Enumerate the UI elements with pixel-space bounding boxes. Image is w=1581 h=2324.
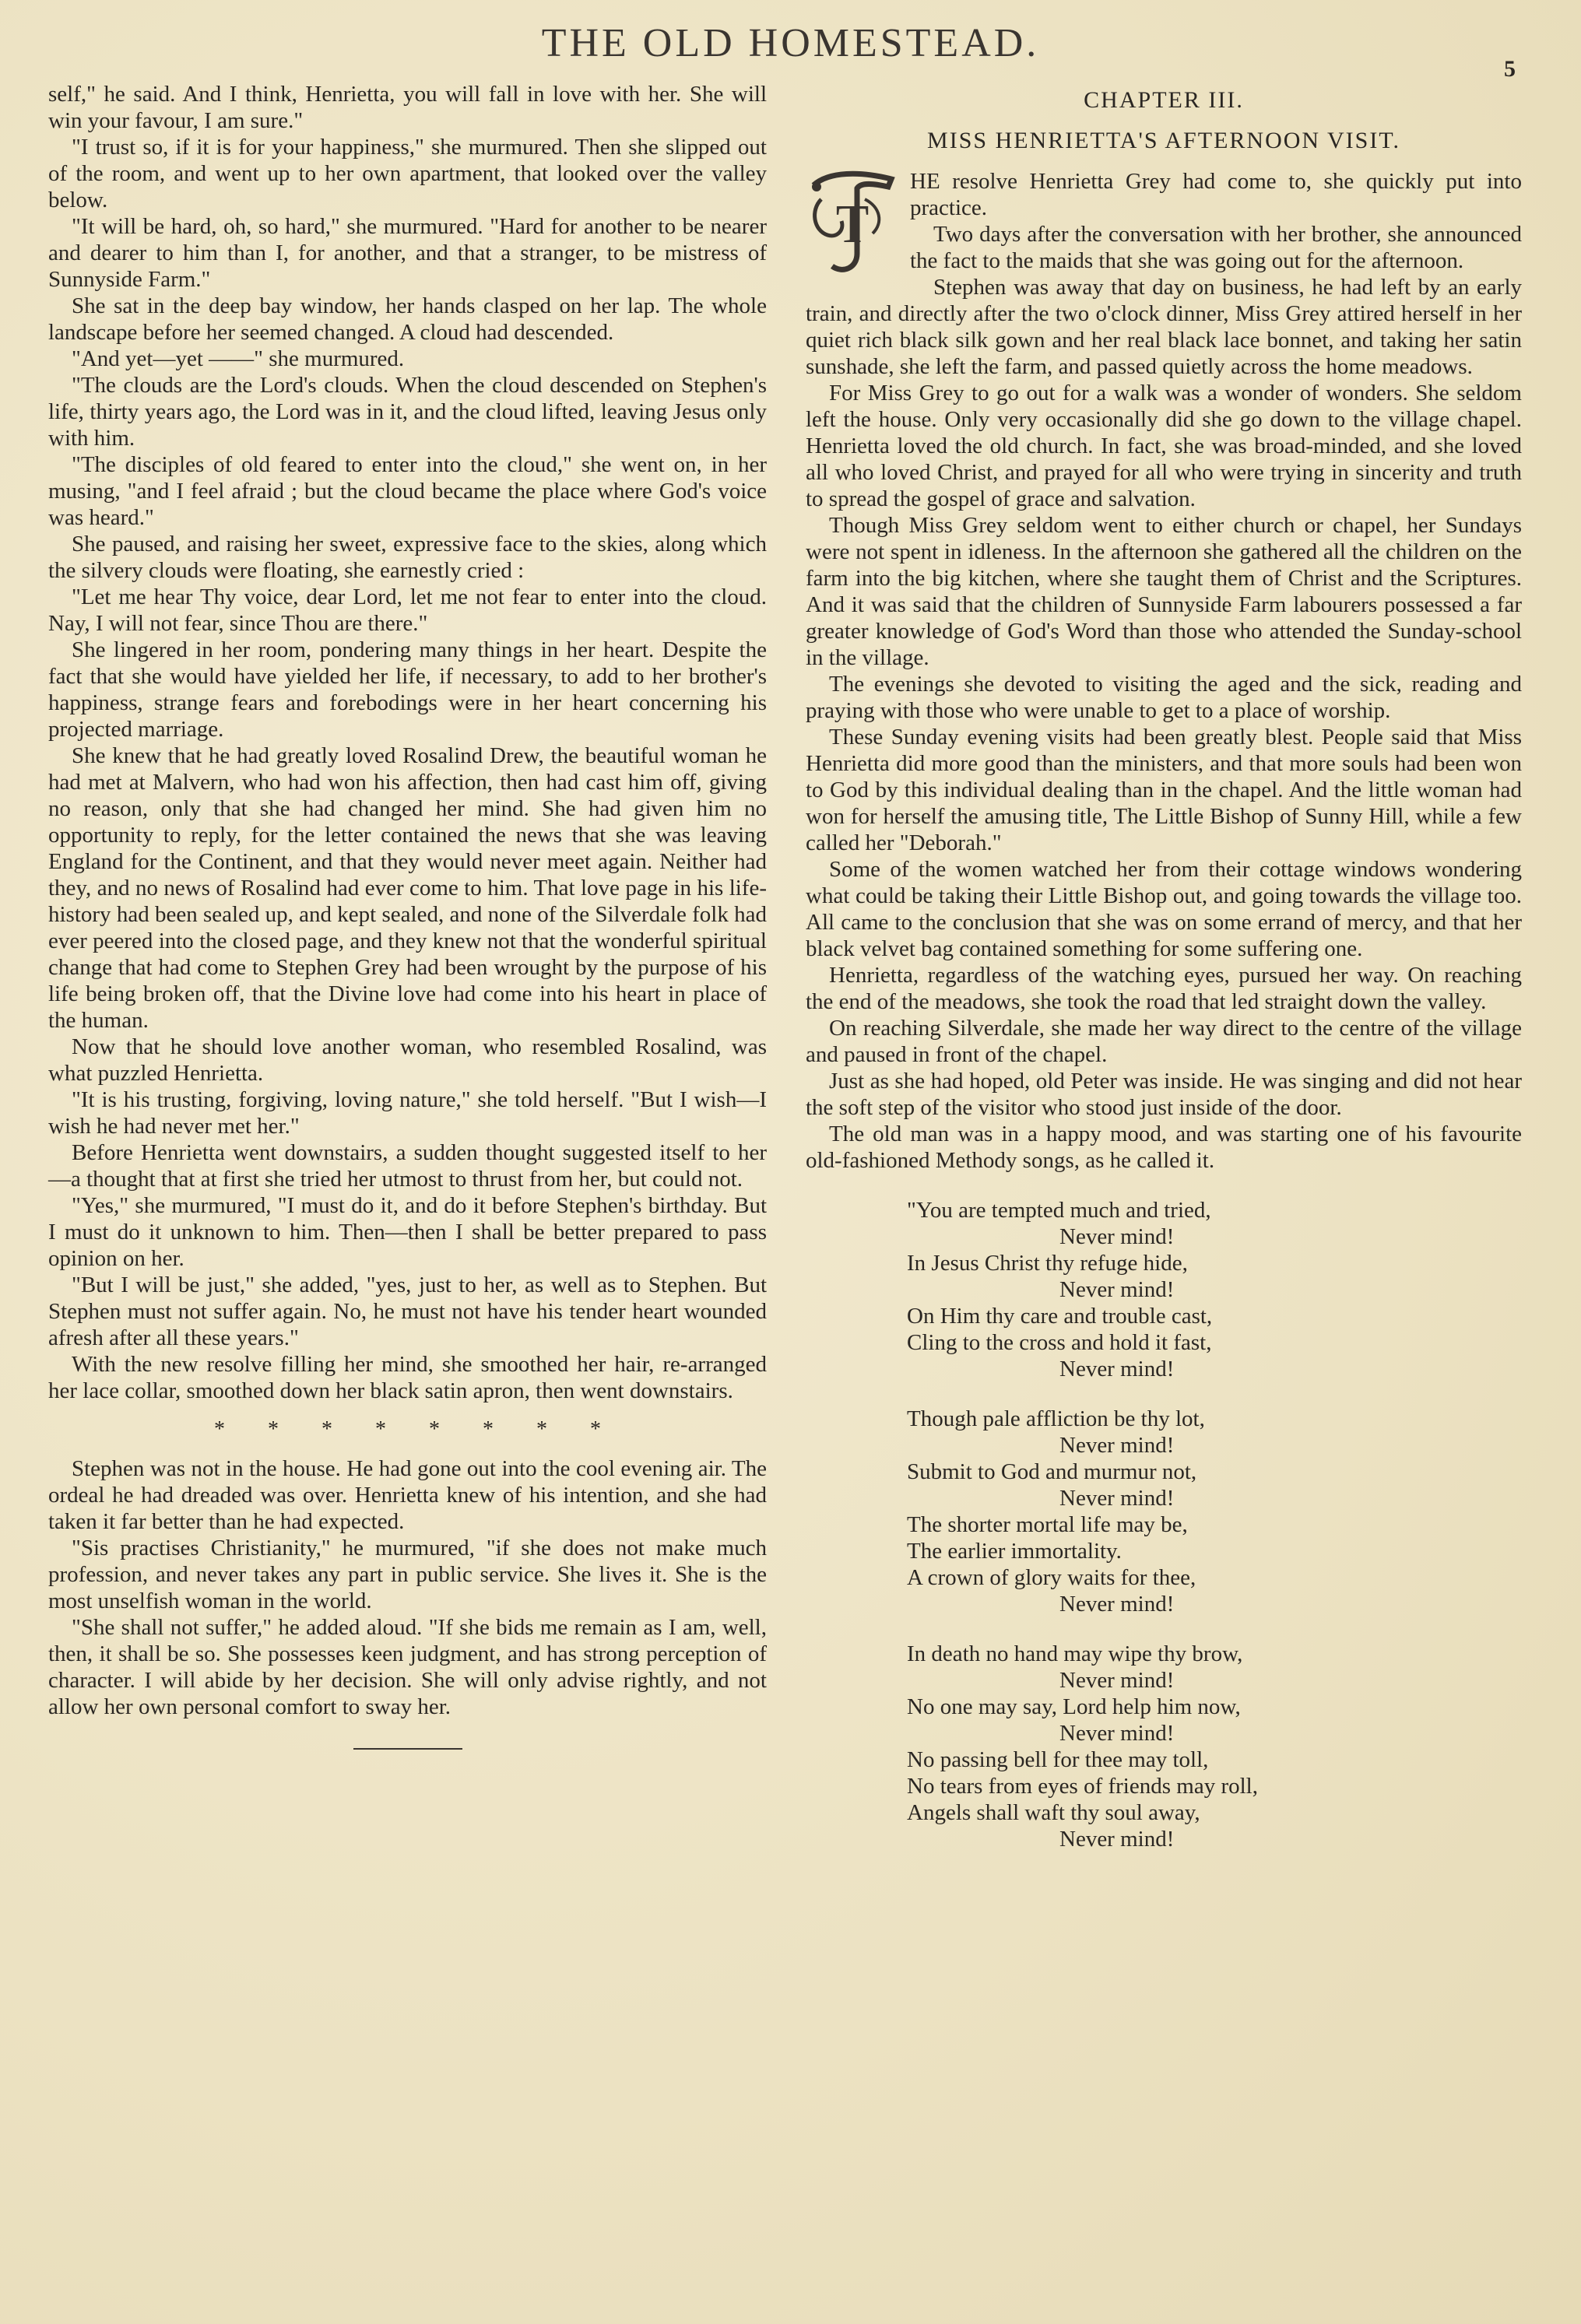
paragraph: "I trust so, if it is for your happiness," she murmured. Then she slipped out of the room, and went up to her own apartment, that looked over the valley below. [48, 135, 767, 212]
left-paragraphs-after-break [48, 1455, 767, 1720]
paragraph: "It is his trusting, forgiving, loving nature," she told herself. "But I wish—I wish he had never met her." [48, 1087, 767, 1139]
poem-line: No tears from eyes of friends may roll, [907, 1774, 1258, 1799]
right-column [806, 81, 1522, 1876]
paragraph: HE resolve Henrietta Grey had come to, she quickly put into practice. [910, 169, 1522, 220]
paragraph: For Miss Grey to go out for a walk was a wonder of wonders. She seldom left the house. Only very occasionally did she go down to the village chapel. Henrietta loved the old church. In fact, she was broad-minded, and she loved all who loved Christ, and prayed for all who were trying in sincerity and truth to spread the gospel of grace and salvation. [806, 381, 1522, 511]
paragraph: "Let me hear Thy voice, dear Lord, let me not fear to enter into the cloud. Nay, I will not fear, since Thou are there." [48, 585, 767, 636]
paragraph: Though Miss Grey seldom went to either church or chapel, her Sundays were not spent in idleness. In the afternoon she gathered all the children on the farm into the big kitchen, where she taught them of Christ and the Scriptures. And it was said that the children of Sunnyside Farm labourers possessed a far greater knowledge of God's Word than those who attended the Sunday-school in the village. [806, 513, 1522, 670]
poem-line: "You are tempted much and tried, [907, 1198, 1211, 1223]
paragraph: "The disciples of old feared to enter into the cloud," she went on, in her musing, "and I feel afraid ; but the cloud became the place where God's voice was heard." [48, 452, 767, 530]
page-masthead: THE OLD HOMESTEAD. [541, 21, 1040, 65]
paragraph: Just as she had hoped, old Peter was inside. He was singing and did not hear the soft step of the visitor who stood just inside of the door. [806, 1069, 1522, 1120]
poem-line: Never mind! [1059, 1721, 1175, 1746]
paragraph: "It will be hard, oh, so hard," she murmured. "Hard for another to be nearer and dearer to him than I, for another, and that a stranger, to be mistress of Sunnyside Farm." [48, 214, 767, 292]
paragraph: Some of the women watched her from their cottage windows wondering what could be taking their Little Bishop out, and going towards the village too. All came to the conclusion that she was on some errand of mercy, and that her black velvet bag contained something for some suffering one. [806, 857, 1522, 961]
hymn-poem [907, 1197, 1522, 1852]
paragraph: Before Henrietta went downstairs, a sudden thought suggested itself to her—a thought that at first she tried her utmost to thrust from her, but could not. [48, 1140, 767, 1192]
poem-line: In Jesus Christ thy refuge hide, [907, 1251, 1188, 1276]
poem-line: In death no hand may wipe thy brow, [907, 1641, 1243, 1666]
paragraph: She knew that he had greatly loved Rosalind Drew, the beautiful woman he had met at Malvern, who had won his affection, then had cast him off, giving no reason, only that she had changed her mind. She had given him no opportunity to reply, for the letter contained the news that she was leaving England for the Continent, and that they would never meet again. Neither had they, and no news of Rosalind had ever come to him. That love page in his life-history had been sealed up, and kept sealed, and none of the Silverdale folk had ever peered into the closed page, and they knew not that the wonderful spiritual change that had come to Stephen Grey had been wrought by the purpose of his life being broken off, that the Divine love had come into his heart in place of the human. [48, 743, 767, 1033]
paragraph: "She shall not suffer," he added aloud. "If she bids me remain as I am, well, then, it shall be so. She possesses keen judgment, and has strong perception of character. I will abide by her decision. She will only advise rightly, and not allow her own personal comfort to sway her. [48, 1615, 767, 1719]
article-end-rule [353, 1748, 462, 1750]
poem-line: On Him thy care and trouble cast, [907, 1304, 1213, 1329]
poem-line: Though pale affliction be thy lot, [907, 1406, 1205, 1431]
poem-line: Cling to the cross and hold it fast, [907, 1330, 1212, 1355]
poem-stanza [907, 1406, 1522, 1617]
paragraph: "But I will be just," she added, "yes, just to her, as well as to Stephen. But Stephen must not suffer again. No, he must not have his tender heart wounded afresh after all these years." [48, 1273, 767, 1350]
poem-stanza [907, 1641, 1522, 1852]
paragraph: Two days after the conversation with her brother, she announced the fact to the maids that she was going out for the afternoon. [910, 222, 1522, 273]
poem-line: Never mind! [1059, 1433, 1175, 1458]
page-number: 5 [1504, 56, 1516, 82]
drop-cap-letter: T [835, 195, 870, 255]
paragraph: The evenings she devoted to visiting the aged and the sick, reading and praying with those who were unable to get to a place of worship. [806, 672, 1522, 723]
chapter-number: CHAPTER III. [1084, 87, 1244, 113]
paragraph: self," he said. And I think, Henrietta, you will fall in love with her. She will win your favour, I am sure." [48, 82, 767, 133]
paragraph: On reaching Silverdale, she made her way direct to the centre of the village and paused in front of the chapel. [806, 1016, 1522, 1067]
paragraph: She sat in the deep bay window, her hands clasped on her lap. The whole landscape before her seemed changed. A cloud had descended. [48, 293, 767, 345]
chapter-title: MISS HENRIETTA'S AFTERNOON VISIT. [927, 128, 1400, 153]
paragraph: Now that he should love another woman, who resembled Rosalind, was what puzzled Henrietta. [48, 1034, 767, 1086]
poem-line: Angels shall waft thy soul away, [907, 1800, 1200, 1825]
poem-line: No one may say, Lord help him now, [907, 1694, 1241, 1719]
paragraph: "And yet—yet ——" she murmured. [72, 346, 405, 371]
paragraph: She paused, and raising her sweet, expressive face to the skies, along which the silvery clouds were floating, she earnestly cried : [48, 532, 767, 583]
poem-line: Never mind! [1059, 1592, 1175, 1617]
paragraph: The old man was in a happy mood, and was starting one of his favourite old-fashioned Methody songs, as he called it. [806, 1122, 1522, 1173]
poem-stanza [907, 1197, 1522, 1382]
paragraph: She lingered in her room, pondering many things in her heart. Despite the fact that she would have yielded her life, if necessary, to add to her brother's happiness, strange fears and forebodings were in her heart concerning his projected marriage. [48, 637, 767, 742]
paragraph: With the new resolve filling her mind, she smoothed her hair, re-arranged her lace collar, smoothed down her black satin apron, then went downstairs. [48, 1352, 767, 1403]
poem-line: Never mind! [1059, 1486, 1175, 1511]
paragraph: These Sunday evening visits had been greatly blest. People said that Miss Henrietta did more good than the ministers, and that more souls had been won to God by this individual dealing than in the chapel. And the little woman had won for herself the amusing title, The Little Bishop of Sunny Hill, while a few called her "Deborah." [806, 725, 1522, 855]
poem-line: No passing bell for thee may toll, [907, 1747, 1209, 1772]
poem-line: Submit to God and murmur not, [907, 1459, 1197, 1484]
section-break-stars: * * * * * * * * [214, 1417, 601, 1441]
paragraph: Stephen was away that day on business, he had left by an early train, and directly after the two o'clock dinner, Miss Grey attired herself in her quiet rich black silk gown and her real black lace bonnet, and taking her satin sunshade, she left the farm, and passed quietly across the home meadows. [806, 275, 1522, 379]
poem-line: The shorter mortal life may be, [907, 1512, 1188, 1537]
poem-line: The earlier immortality. [907, 1539, 1122, 1564]
paragraph: "Yes," she murmured, "I must do it, and do it before Stephen's birthday. But I must do it unknown to him. Then—then I shall be better prepared to pass opinion on her. [48, 1193, 767, 1271]
poem-line: Never mind! [1059, 1357, 1175, 1381]
paragraph: Henrietta, regardless of the watching eyes, pursued her way. On reaching the end of the meadows, she took the road that led straight down the valley. [806, 963, 1522, 1014]
poem-line: A crown of glory waits for thee, [907, 1565, 1196, 1590]
left-column [48, 81, 767, 1750]
paragraph: "The clouds are the Lord's clouds. When the cloud descended on Stephen's life, thirty years ago, the Lord was in it, and the cloud lifted, leaving Jesus only with him. [48, 373, 767, 451]
poem-line: Never mind! [1059, 1827, 1175, 1852]
left-paragraphs [48, 81, 767, 1404]
poem-line: Never mind! [1059, 1277, 1175, 1302]
right-paragraphs [806, 168, 1522, 1174]
poem-line: Never mind! [1059, 1668, 1175, 1693]
paragraph: Stephen was not in the house. He had gone out into the cool evening air. The ordeal he had dreaded was over. Henrietta knew of his intention, and she had taken it far better than he had expected. [48, 1456, 767, 1534]
poem-line: Never mind! [1059, 1224, 1175, 1249]
decorative-drop-cap-t [806, 168, 899, 277]
paragraph: "Sis practises Christianity," he murmured, "if she does not make much profession, and never takes any part in public service. She lives it. She is the most unselfish woman in the world. [48, 1536, 767, 1613]
